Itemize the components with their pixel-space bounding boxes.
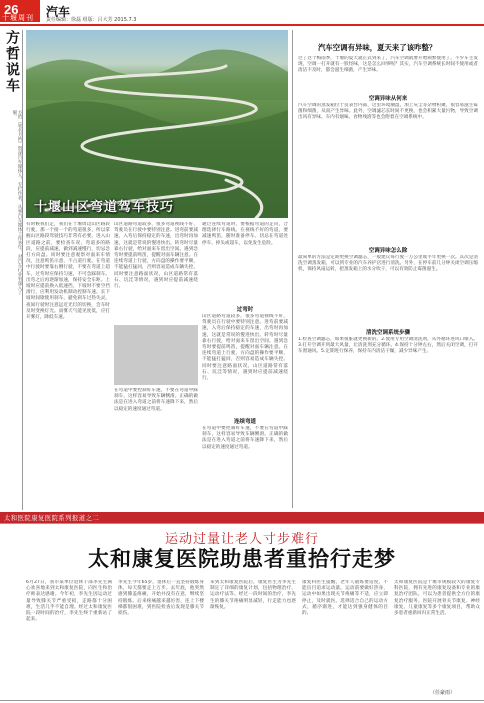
inline-photo [114, 325, 198, 385]
main-subhead-1: 过弯时 [236, 307, 254, 313]
feature-banner-rule [0, 523, 484, 524]
feature-column-5: 太和康复医院是十堰市规模较大的康复专科医院，拥有先进的康复设备和专业的康复治疗团队，可以为患者提供全方位的康复治疗服务。医院开展骨关节康复、神经康复、儿童康复等多个康复项目，帮助众多患者重新回归正常生活。 [394, 580, 480, 617]
column-divider [22, 30, 23, 510]
right-article-title: 汽车空调有异味，夏天来了该咋整？ [318, 43, 437, 52]
feature-byline: （任豪雨） [430, 690, 456, 696]
header-meta: 责任编辑：徐磊 组版：吕大芳 2015.7.3 [46, 17, 137, 23]
photo-caption: 十堰山区弯道驾车技巧 [34, 200, 175, 215]
right-article-body-2: 最简单的方法是定期更换空调滤芯，一般建议每行驶一万公里或半年更换一次。其次是清洗空调蒸发箱，可以到专业的汽车养护店进行清洗。另外，在停车前几分钟关闭空调压缩机，保持风扇运转，把蒸发箱上的水分吹干，可以有效防止霉菌滋生。 [298, 255, 478, 273]
column-label-byline: 方哲（笔名方哲）资深汽车媒体人，专栏作者，从事汽车媒体工作多年，对汽车行业有深入了解。 [12, 110, 22, 295]
main-article-column-3b: 山区道路弯道较多，很多弯道视线不好，驾驶员在行驶中要特别注意。进弯前要减速，入弯后保持稳定的车速，出弯时再加速，这就是常说的慢进快出。转弯时尽量靠右行驶，给对面来车留出空间。遇到急弯时要提前鸣笛，提醒对面车辆注意。在连续弯道上行驶，方向盘的操作要平顺，不能猛打猛回，否则容易造成车辆失控。同时要注意路面状况，山区道路常有落石、坑洼等情况，遇到时应提前减速绕行。 [202, 314, 288, 382]
feature-column-1: 6月27日，我市某单位退休干部李先生满心欢喜地来到太和康复医院，向医生和治疗师表达感谢。今年初，李先生因运动过量导致膝关节严重受损，走路都十分困难，生活几乎不能自理。经过太和康复医院一段时间的治疗，李先生终于重新站了起来。 [26, 580, 112, 623]
feature-banner-text: 太和医院康复医院系列报道之二 [4, 515, 100, 522]
feature-column-2: 李先生今年65岁，退休后一直坚持锻炼身体，每天都要走上万步。去年底，他突然感到膝盖疼痛，开始并没有在意，继续坚持锻炼。后来疼痛越来越厉害，连上下楼梯都很困难，到医院检查后发现是膝关节损伤。 [118, 580, 204, 617]
main-subhead-2: 连续弯道 [233, 419, 256, 425]
mountain-road-photo [26, 30, 288, 218]
feature-column-3: 来到太和康复医院后，康复医生为李先生制定了详细的康复计划，包括物理治疗、运动疗法等。经过一段时间的治疗，李先生的膝关节疼痛明显减轻，行走能力也逐渐恢复。 [210, 580, 296, 610]
right-article-body-1: 汽车空调的蒸发箱位于仪表台内部，这里环境潮湿，加上灰尘等杂物积聚，很容易滋生霉菌和细菌，从而产生异味。此外，空调滤芯长时间不更换，也会积累大量污物，导致空调出风有异味。车内有烟味、食物残渣等也会附着在空调系统中。 [298, 103, 478, 121]
page-number: 26 [4, 2, 19, 17]
main-article-column-3c: 在弯道中要控制好车速，不要在弯道中踩刹车，这样容易导致车辆侧滑。正确的做法是在进入弯道之前将车速降下来，然后以稳定的速度通过弯道。 [202, 426, 288, 450]
bottom-rule [0, 700, 484, 701]
header-rule [0, 24, 484, 26]
right-subhead-2: 空调异味怎么除 [368, 248, 408, 254]
main-article-column-1: 有时候我们走，我们在十堰周边山区路段行驶，那一个接一个的弯道很多，所以掌握山区路段驾驶技巧非常有必要。进入山区道路之前，要检查车况，弯道多的路段，应提前减速，做到减速慢行，切忌急打方向盘。同时要注意观察对面来车情况，注意鸣笛示意，不占道行驶。在弯道中行驶时要靠右侧行驶，不要在弯道上超车，过弯时应保持匀速，不可急踩刹车。出弯之后再逐渐加速，保持安全车距。上坡时应提前换入低速挡，下坡时不要空挡滑行，应利用发动机制动控制车速。长下坡时间歇使用刹车，避免刹车过热失灵。夜间行驶时注意远近光灯的切换，会车时及时变换灯光。雨雾天气能见度低，应打开雾灯，降低车速。 [26, 222, 110, 321]
section-title: 汽车 [46, 5, 71, 19]
article-divider [292, 30, 293, 508]
column-label-title: 方哲说车 [4, 30, 20, 94]
feature-headline: 太和康复医院助患者重拾行走梦 [88, 546, 396, 571]
main-article-column-2b: 在弯道中要控制好车速，不要在弯道中踩刹车，这样容易导致车辆侧滑。正确的做法是在进入弯道之前将车速降下来，然后以稳定的速度通过弯道。 [114, 388, 198, 412]
main-article-column-2: 山区道路弯道较多，很多弯道视线不好，驾驶员在行驶中要特别注意。进弯前要减速，入弯后保持稳定的车速，出弯时再加速，这就是常说的慢进快出。转弯时尽量靠右行驶，给对面来车留出空间。遇到急弯时要提前鸣笛，提醒对面车辆注意。在连续弯道上行驶，方向盘的操作要平顺，不能猛打猛回，否则容易造成车辆失控。同时要注意路面状况，山区道路常有落石、坑洼等情况，遇到时应提前减速绕行。 [114, 222, 198, 290]
winding-road-graphic [26, 30, 288, 218]
feature-column-4: 康复科医生提醒，老年人锻炼要适度，不能盲目追求运动量。运动前要做好热身，运动中如果出现关节疼痛等不适，应立即停止，及时就医。选择适合自己的运动方式，循序渐进，才能达到强身健体的目的。 [302, 580, 388, 617]
main-article-column-3: 通过连续弯道时，要根据弯道的走向，合理选择行车路线。在视线不好的弯道，要减速鸣笛，随时准备停车。切忌在弯道处停车、掉头或超车，以免发生危险。 [202, 222, 288, 246]
right-article-intro: 过了这个梅雨季，十堰的夏天就正式到来了，汽车空调就要开始频繁使用了。不少车主发现，空调一打开就有一股怪味，这是怎么回事呢？其实，汽车空调系统长时间不使用或者清洁不及时，都会滋生细菌，产生异味。 [298, 56, 478, 74]
publication-name: 十堰周刊 [2, 14, 34, 22]
feature-kicker: 运动过量让老人寸步难行 [164, 532, 319, 547]
right-article-body-3: 1.检查空调滤芯，如果很脏就更换新的。2.使用专用空调清洗剂，从外循环进风口喷入。3.打开空调开到最大风量，让清洗剂充分循环。4.保持十分钟左右，然后关闭空调，打开车窗通风。5.定期进行保养，保持车内清洁干燥，减少异味产生。 [298, 337, 478, 355]
right-subhead-1: 空调异味从何来 [368, 96, 408, 102]
right-subhead-3: 清洗空调系统步骤 [365, 330, 410, 336]
